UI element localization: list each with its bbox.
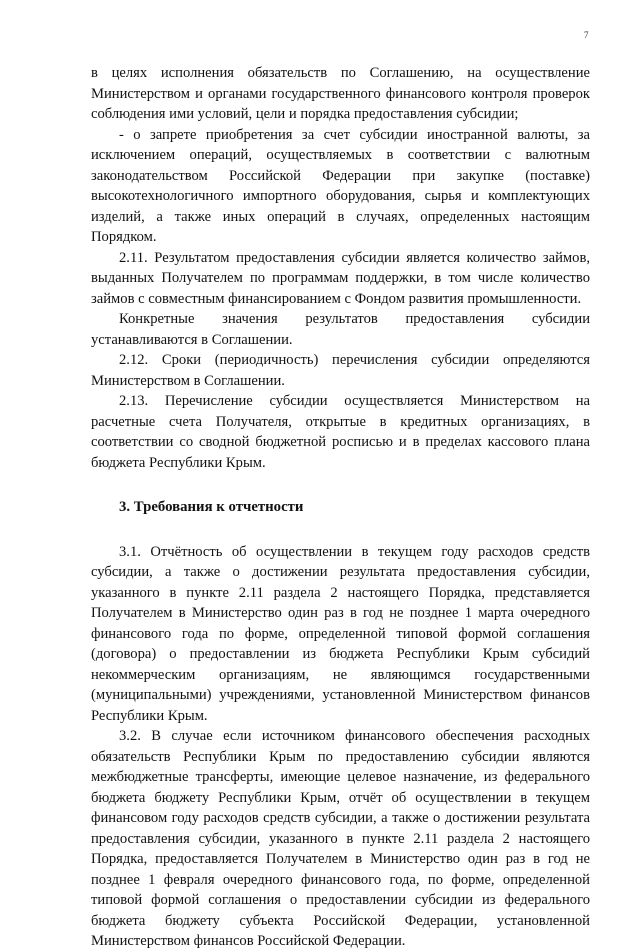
page-number: 7 (584, 30, 589, 40)
paragraph-2-11-result: 2.11. Результатом предоставления субсидии является количество займов, выданных Получателем по программам поддержки, в том числе количество займов с совместным финансированием с Фондом развития промышленности. (91, 249, 590, 307)
section-heading-reporting: 3. Требования к отчетности (119, 499, 304, 515)
paragraph-3-2-federal-transfers: 3.2. В случае если источником финансового обеспечения расходных обязательств Республики Крым по предоставлению субсидии являются межбюджетные трансферты, имеющие целевое назначение, из федерального бюджета бюджету Республики Крым, отчёт об осуществлении в текущем финансовом году расходов средств субсидии, а также о достижении результата предоставления субсидии, указанного в пункте 2.11 раздела 2 настоящего Порядка, предоставляется Получателем в Министерство один раз в год не позднее 1 февраля очередного финансового года, по форме, определенной типовой формой соглашения о предоставлении субсидии из федерального бюджета бюджету субъекта Российской Федерации, установленной Министерством финансов Российской Федерации. (91, 728, 590, 949)
paragraph-result-values: Конкретные значения результатов предоставления субсидии устанавливаются в Соглашении. (91, 311, 590, 348)
paragraph-2-12-terms: 2.12. Сроки (периодичность) перечисления субсидии определяются Министерством в Соглашении. (91, 352, 590, 389)
document-body (91, 63, 590, 952)
paragraph-3-1-reporting: 3.1. Отчётность об осуществлении в текущем году расходов средств субсидии, а также о достижении результата предоставления субсидии, указанного в пункте 2.11 раздела 2 настоящего Порядка, представляется Получателем в Министерство один раз в год не позднее 1 марта очередного финансового года по форме, определенной типовой формой соглашения (договора) о предоставлении из бюджета Республики Крым субсидий некоммерческим организациям, не являющимся государственными (муниципальными) учреждениями, установленной Министерством финансов Республики Крым. (91, 543, 590, 724)
paragraph-obligations-control: в целях исполнения обязательств по Соглашению, на осуществление Министерством и органами государственного финансового контроля проверок соблюдения ими условий, цели и порядка предоставления субсидии; (91, 65, 590, 122)
paragraph-2-13-transfer: 2.13. Перечисление субсидии осуществляется Министерством на расчетные счета Получателя, открытые в кредитных организациях, в соответствии со сводной бюджетной росписью и в пределах кассового плана бюджета Республики Крым. (91, 393, 590, 471)
paragraph-currency-ban: - о запрете приобретения за счет субсидии иностранной валюты, за исключением операций, осуществляемых в соответствии с валютным законодательством Российской Федерации при закупке (поставке) высокотехнологичного импортного оборудования, сырья и комплектующих изделий, а также иных операций в случаях, определенных настоящим Порядком. (91, 126, 590, 245)
